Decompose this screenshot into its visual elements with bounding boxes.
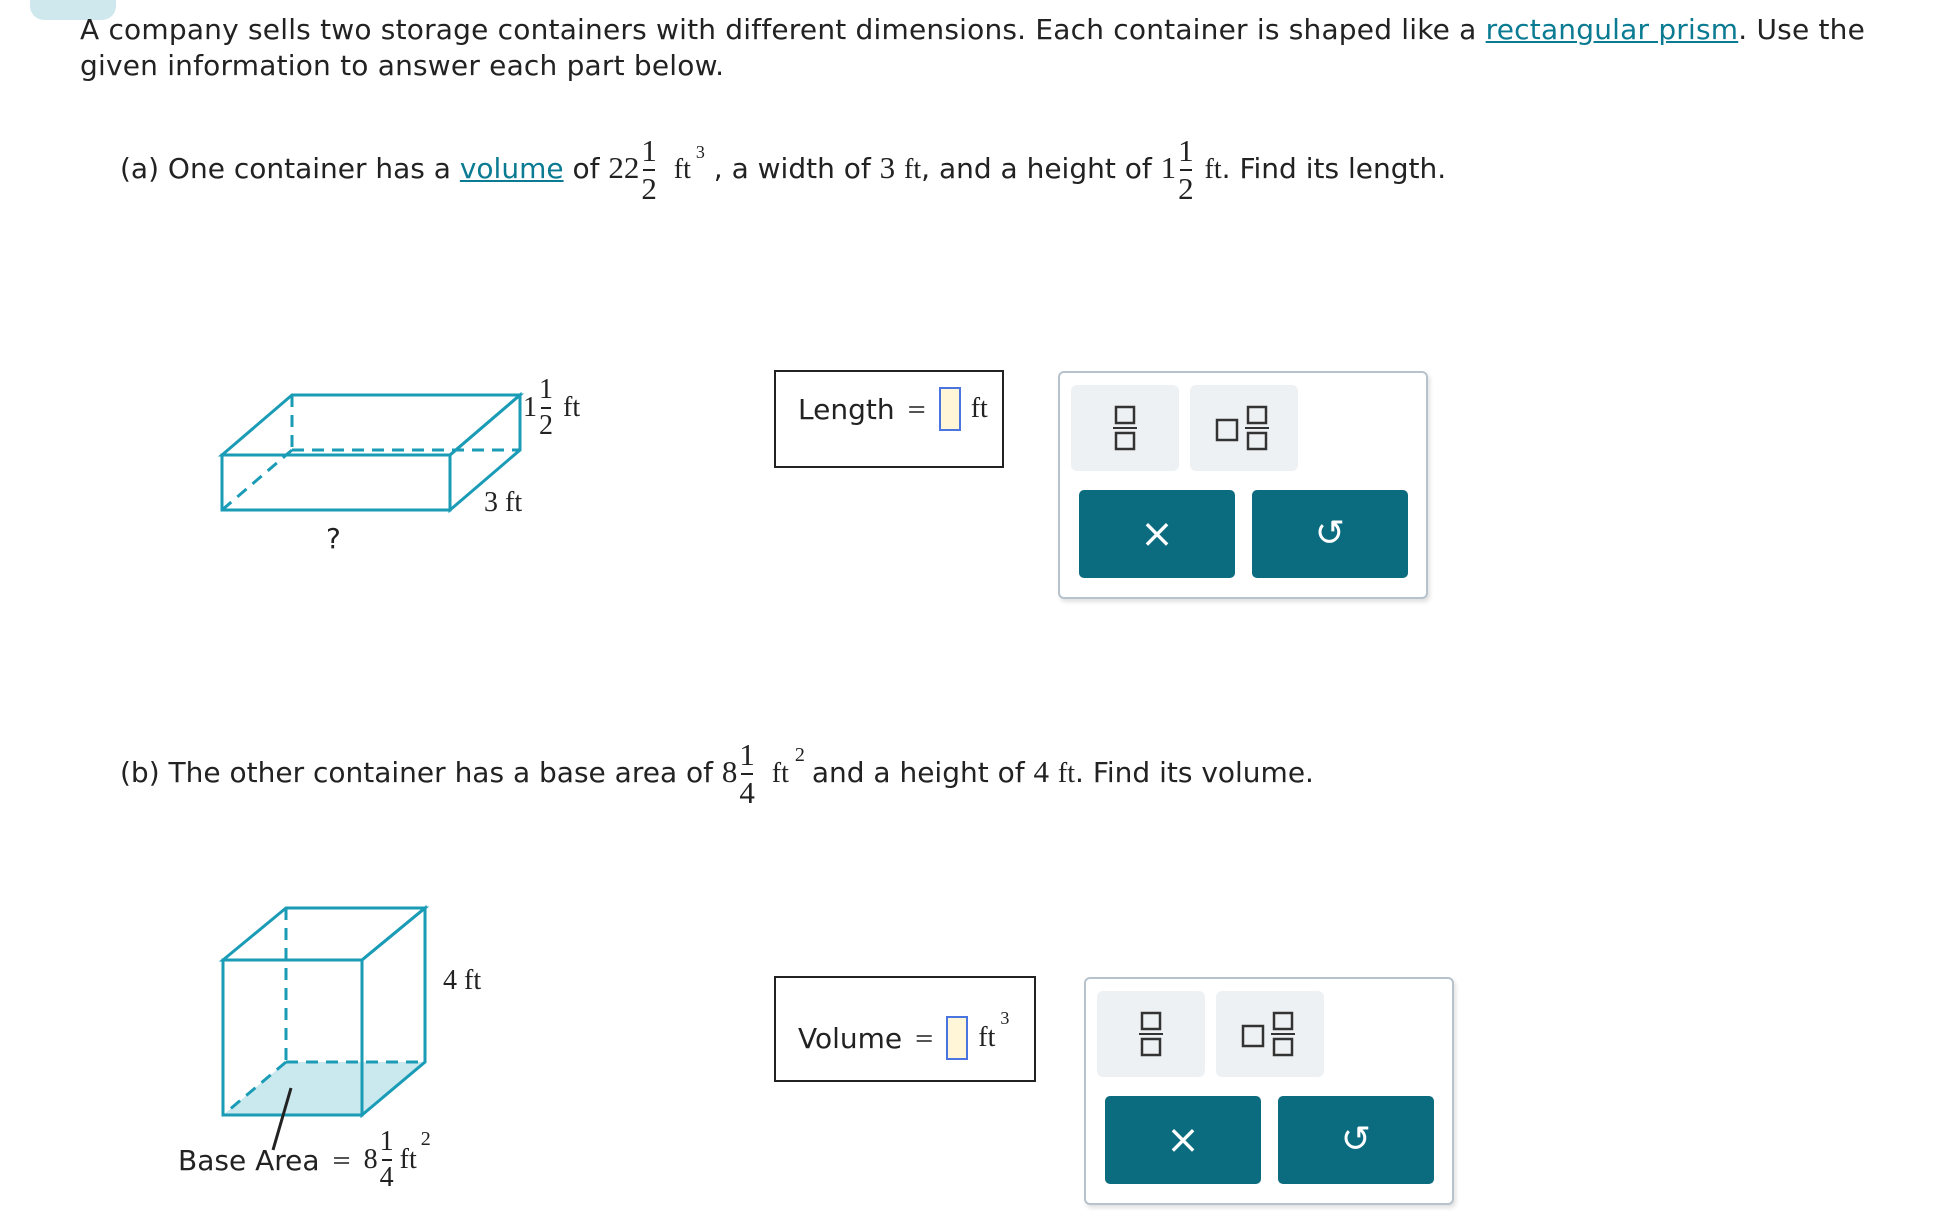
volume-label: Volume [798,1021,903,1055]
length-input[interactable] [939,387,961,431]
volume-answer-box: Volume = ft 3 [774,976,1036,1082]
height-fraction: $\frac{1}{2}$ [1178,133,1194,206]
mixed-number-button[interactable] [1216,991,1324,1077]
volume-input[interactable] [946,1016,968,1060]
undo-icon: ↺ [1340,1119,1372,1160]
area-fraction: $\frac{1}{4}$ [739,737,755,810]
base-area-label: Base Area = 8 $\frac{1}{4}$ ft 2 [178,1126,431,1193]
prism-a-width-label: 3 ft [484,487,523,518]
part-a-question: (a) One container has a volume of 22 $\frac{1}{2}$ ft 3 , a width of 3 ft, and a height of 1 $\frac{1}{2}$ ft. Find its length. [120,133,1447,206]
length-label: Length [798,392,895,426]
fraction-button[interactable] [1071,385,1179,471]
clear-button[interactable] [1105,1096,1261,1184]
prism-a-height-label: 1 $\frac{1}{2}$ ft [523,374,581,441]
close-icon: × [1140,511,1174,557]
mixed-number-icon [1240,1009,1300,1059]
part-b-question: (b) The other container has a base area of 8 $\frac{1}{4}$ ft 2 and a height of 4 ft. Find its volume. [120,737,1314,810]
fraction-icon [1136,1009,1166,1059]
mixed-number-icon [1214,403,1274,453]
volume-unit: ft 3 [978,1008,1010,1053]
volume-link[interactable]: volume [459,152,564,185]
mixed-number-button[interactable] [1190,385,1298,471]
close-icon: × [1166,1117,1200,1163]
fraction-button[interactable] [1097,991,1205,1077]
problem-intro: A company sells two storage containers with different dimensions. Each container is shaped like a rectangular prism. Use the given information to answer each part below. [80,13,1866,82]
length-answer-box: Length = ft [774,370,1004,468]
prism-b-figure [215,900,435,1160]
keypad-b [1084,977,1454,1205]
rectangular-prism-link[interactable]: rectangular prism [1485,13,1739,46]
volume-fraction: $\frac{1}{2}$ [641,133,657,206]
keypad-a [1058,371,1428,599]
prism-b-height-label: 4 ft [443,965,482,996]
clear-button[interactable] [1079,490,1235,578]
fraction-icon [1110,403,1140,453]
undo-button[interactable] [1278,1096,1434,1184]
length-unit: ft [970,393,988,424]
undo-icon: ↺ [1314,513,1346,554]
undo-button[interactable] [1252,490,1408,578]
prism-a-length-label: ? [326,522,341,555]
